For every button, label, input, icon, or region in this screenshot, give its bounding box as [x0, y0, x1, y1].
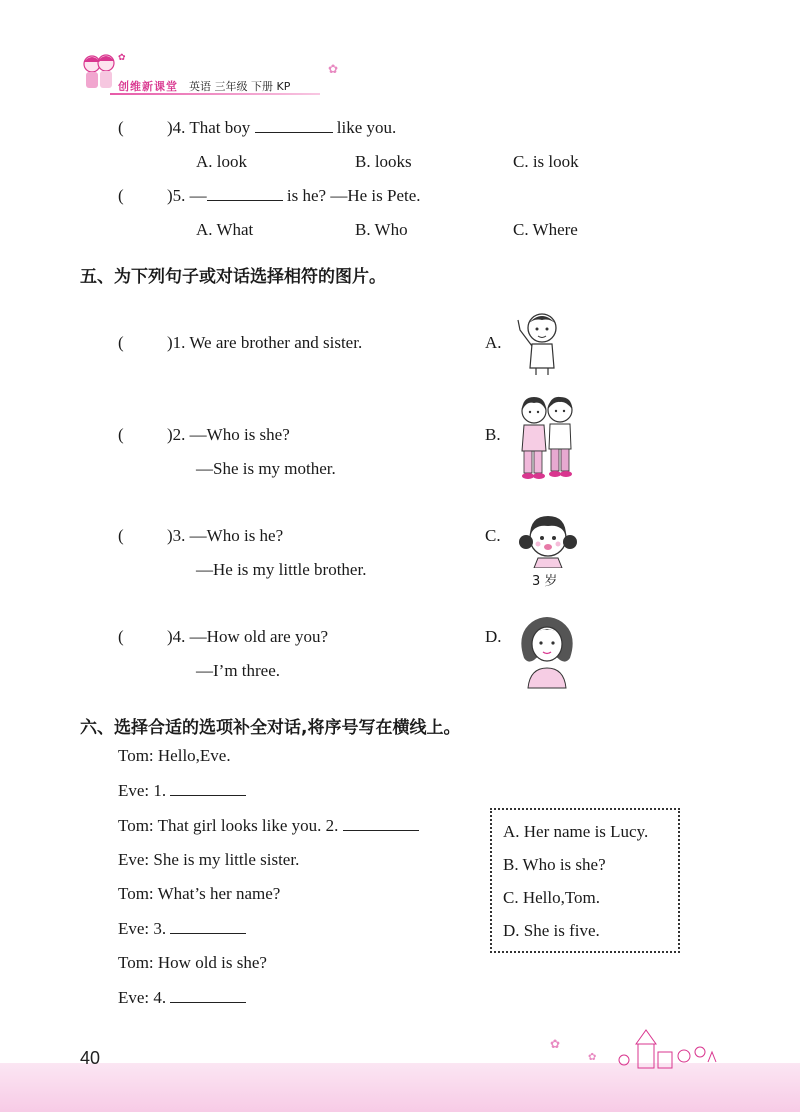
s5-item2-line2: —She is my mother. — [196, 459, 336, 478]
age-caption: 3 岁 — [532, 574, 558, 589]
q5-stem: )5. — is he? —He is Pete. — [167, 186, 421, 205]
svg-text:✿: ✿ — [328, 62, 339, 76]
q4-blank[interactable] — [255, 118, 333, 133]
q5-blank[interactable] — [207, 186, 283, 201]
woman-icon — [514, 614, 580, 690]
q4-option-c: C. is look — [513, 152, 579, 171]
q4-stem: )4. That boy like you. — [167, 118, 397, 137]
header-divider — [110, 93, 320, 95]
s5-item3-line1: )3. —Who is he? — [167, 526, 284, 545]
section5-title: 五、为下列句子或对话选择相符的图片。 — [80, 267, 386, 287]
boy-and-girl-icon — [516, 393, 580, 481]
book-info: 英语 三年级 下册 KP — [189, 80, 291, 93]
s5-item4-paren: ( — [118, 627, 124, 646]
dialogue-line-2: Eve: 1. — [118, 781, 246, 801]
svg-text:✿: ✿ — [118, 52, 126, 62]
flower-icon — [328, 62, 342, 76]
s5-item3-line2: —He is my little brother. — [196, 560, 367, 579]
s5-item4-line1: )4. —How old are you? — [167, 627, 328, 646]
blank-3[interactable] — [170, 919, 246, 934]
pic-label-a: A. — [485, 333, 502, 352]
castle-decoration-icon — [548, 1022, 728, 1072]
q5-paren-open: ( — [118, 186, 124, 205]
q4-paren-open: ( — [118, 118, 124, 137]
s5-item1-paren: ( — [118, 333, 124, 352]
dialogue-line-7: Tom: How old is she? — [118, 953, 267, 972]
option-c: C. Hello,Tom. — [503, 888, 601, 907]
dialogue-line-6: Eve: 3. — [118, 919, 246, 939]
dialogue-line-8: Eve: 4. — [118, 988, 246, 1008]
option-b: B. Who is she? — [503, 855, 606, 874]
q4-option-a: A. look — [196, 152, 247, 171]
blank-4[interactable] — [170, 988, 246, 1003]
blank-1[interactable] — [170, 781, 246, 796]
section6-title: 六、选择合适的选项补全对话,将序号写在横线上。 — [80, 718, 461, 738]
option-a: A. Her name is Lucy. — [503, 822, 649, 841]
little-girl-icon — [516, 508, 580, 568]
q5-option-c: C. Where — [513, 220, 578, 239]
q5-option-a: A. What — [196, 220, 254, 239]
q5-option-b: B. Who — [355, 220, 408, 239]
dialogue-line-3: Tom: That girl looks like you. 2. — [118, 816, 419, 836]
page-number: 40 — [80, 1048, 101, 1068]
boy-waving-icon — [510, 308, 566, 376]
q4-option-b: B. looks — [355, 152, 412, 171]
blank-2[interactable] — [343, 816, 419, 831]
dialogue-line-5: Tom: What’s her name? — [118, 884, 281, 903]
s5-item3-paren: ( — [118, 526, 124, 545]
brand-title: 创维新课堂 — [118, 80, 178, 93]
dialogue-line-4: Eve: She is my little sister. — [118, 850, 300, 869]
s5-item2-paren: ( — [118, 425, 124, 444]
dialogue-line-1: Tom: Hello,Eve. — [118, 746, 231, 765]
svg-text:✿: ✿ — [550, 1037, 561, 1051]
s5-item2-line1: )2. —Who is she? — [167, 425, 290, 444]
option-d: D. She is five. — [503, 921, 600, 940]
s5-item1: )1. We are brother and sister. — [167, 333, 363, 352]
pic-label-d: D. — [485, 627, 502, 646]
pic-label-c: C. — [485, 526, 501, 545]
s5-item4-line2: —I’m three. — [196, 661, 281, 680]
svg-text:✿: ✿ — [588, 1052, 597, 1063]
pic-label-b: B. — [485, 425, 501, 444]
